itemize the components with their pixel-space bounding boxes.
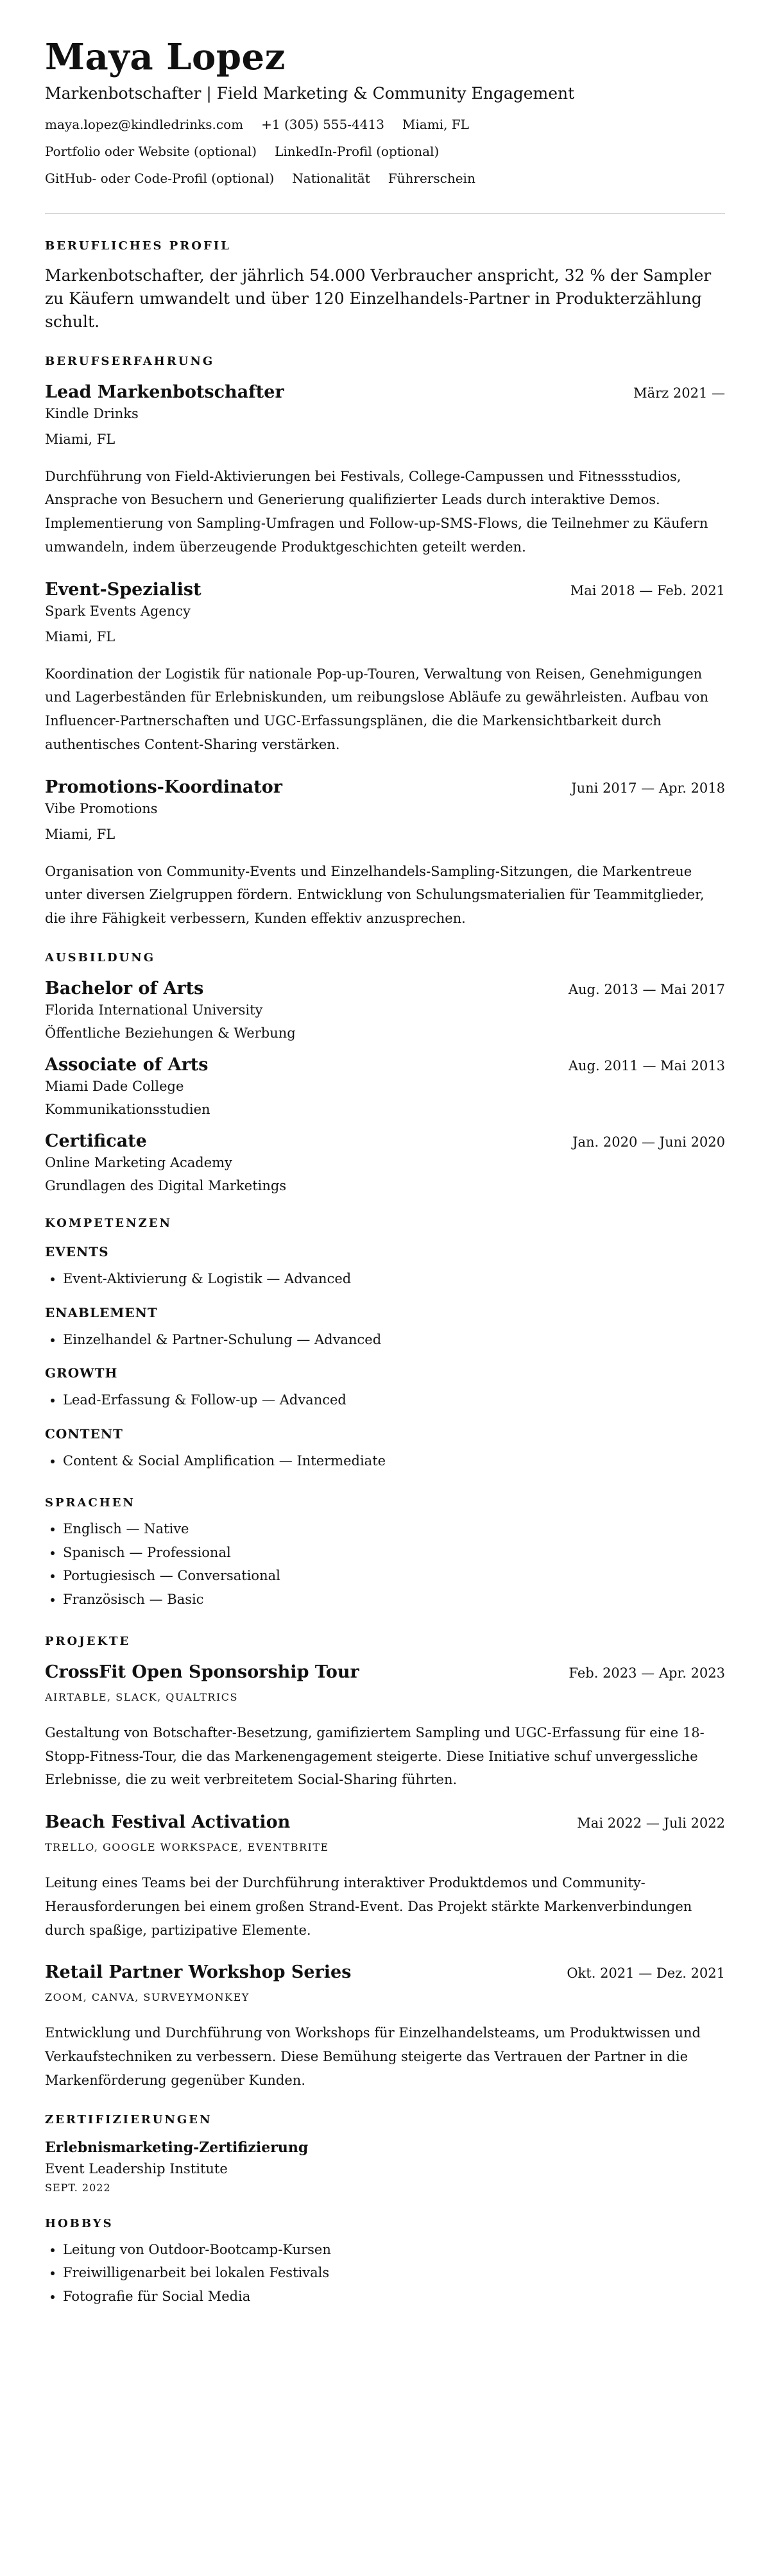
project-item: [45, 1962, 725, 2092]
location: Miami, FL: [402, 116, 469, 132]
education-dates: Aug. 2013 — Mai 2017: [568, 981, 725, 997]
company-name: Kindle Drinks: [45, 405, 139, 421]
field-of-study: Grundlagen des Digital Marketings: [45, 1177, 287, 1193]
job-dates: März 2021 —: [633, 385, 725, 401]
language-item: • Englisch — Native: [63, 1517, 725, 1541]
language-item: • Französisch — Basic: [63, 1588, 725, 1612]
skill-item: • Lead-Erfassung & Follow-up — Advanced: [63, 1388, 725, 1412]
job-location: Miami, FL: [45, 826, 116, 842]
nationality: Nationalität: [292, 170, 370, 186]
skills-section: [45, 1216, 725, 1473]
degree-title: Associate of Arts: [45, 1054, 209, 1075]
job-dates: Mai 2018 — Feb. 2021: [570, 582, 725, 598]
job-description: Durchführung von Field-Aktivierungen bei Festivals, College-Campussen und Fitnessstudios, Ansprache von Besuchern und Generierung qualifizierter Leads durch interaktive Demos. Implementierung von Sampling-Umfragen und Follow-up-SMS-Flows, die Teilnehmer zu Käufern umwandeln, indem überzeugende Produktgeschichten geteilt werden.: [45, 468, 708, 555]
job-location: Miami, FL: [45, 628, 116, 644]
project-name: CrossFit Open Sponsorship Tour: [45, 1662, 359, 1682]
certification-item: [45, 2139, 725, 2194]
skill-item: • Content & Social Amplification — Intermediate: [63, 1449, 725, 1473]
projects-section: [45, 1635, 725, 2092]
degree-title: Certificate: [45, 1131, 147, 1151]
header-divider: [45, 213, 725, 214]
section-title-hobbies: HOBBYS: [45, 2216, 114, 2230]
section-title-skills: KOMPETENZEN: [45, 1216, 172, 1230]
company-name: Vibe Promotions: [45, 800, 158, 816]
section-title-projects: PROJEKTE: [45, 1634, 131, 1648]
skill-list: [45, 1328, 725, 1352]
project-tools: TRELLO, GOOGLE WORKSPACE, EVENTBRITE: [45, 1841, 329, 1854]
hobby-item: • Fotografie für Social Media: [63, 2285, 725, 2309]
certification-date: SEPT. 2022: [45, 2181, 111, 2194]
project-description: Gestaltung von Botschafter-Besetzung, gamifiziertem Sampling und UGC-Erfassung für eine 18-Stopp-Fitness-Tour, die das Markenengagement steigerte. Diese Initiative schuf unvergessliche Erlebnisse, die zu weit verbreitetem Social-Sharing führten.: [45, 1724, 705, 1788]
phone-number: +1 (305) 555-4413: [261, 116, 384, 132]
job-title: Lead Markenbotschafter: [45, 382, 284, 402]
job-dates: Juni 2017 — Apr. 2018: [571, 780, 725, 796]
language-list: [45, 1517, 725, 1612]
experience-section: [45, 355, 725, 930]
certification-name: Erlebnismarketing-Zertifizierung: [45, 2139, 309, 2156]
project-name: Retail Partner Workshop Series: [45, 1962, 352, 1983]
certification-issuer: Event Leadership Institute: [45, 2160, 228, 2176]
contact-row-primary: [45, 117, 725, 132]
skill-category: CONTENT: [45, 1426, 123, 1442]
company-name: Spark Events Agency: [45, 603, 191, 619]
candidate-name: Maya Lopez: [45, 36, 286, 78]
drivers-license: Führerschein: [388, 170, 475, 186]
skill-list: [45, 1388, 725, 1412]
field-of-study: Kommunikationsstudien: [45, 1101, 210, 1117]
school-name: Florida International University: [45, 1002, 263, 1018]
skill-list: [45, 1449, 725, 1473]
skill-category: GROWTH: [45, 1365, 118, 1381]
resume-header: [45, 38, 725, 186]
job-title: Promotions-Koordinator: [45, 777, 282, 797]
email-link[interactable]: maya.lopez@kindledrinks.com: [45, 116, 244, 132]
hobbies-section: [45, 2217, 725, 2309]
project-dates: Feb. 2023 — Apr. 2023: [569, 1665, 725, 1681]
skill-category: EVENTS: [45, 1243, 109, 1259]
experience-item: [45, 777, 725, 930]
skill-list: [45, 1267, 725, 1291]
section-title-experience: BERUFSERFAHRUNG: [45, 354, 215, 368]
project-dates: Okt. 2021 — Dez. 2021: [567, 1966, 725, 1982]
headline: Markenbotschafter | Field Marketing & Community Engagement: [45, 83, 575, 103]
section-title-certifications: ZERTIFIZIERUNGEN: [45, 2112, 212, 2126]
education-dates: Jan. 2020 — Juni 2020: [572, 1134, 725, 1150]
project-description: Leitung eines Teams bei der Durchführung interaktiver Produktdemos und Community-Herausforderungen bei einem großen Strand-Event. Das Projekt stärkte Markenverbindungen durch spaßige, partizipative Elemente.: [45, 1875, 692, 1938]
project-name: Beach Festival Activation: [45, 1812, 291, 1833]
language-item: • Spanisch — Professional: [63, 1541, 725, 1565]
job-title: Event-Spezialist: [45, 579, 201, 600]
contact-row-links: [45, 144, 725, 159]
languages-section: [45, 1496, 725, 1612]
experience-item: [45, 580, 725, 757]
hobby-list: [45, 2238, 725, 2309]
profile-summary: Markenbotschafter, der jährlich 54.000 Verbraucher anspricht, 32 % der Sampler zu Käufern umwandelt und über 120 Einzelhandels-Partner in Produkterzählung schult.: [45, 265, 712, 332]
project-tools: AIRTABLE, SLACK, QUALTRICS: [45, 1690, 238, 1703]
skill-item: • Einzelhandel & Partner-Schulung — Advanced: [63, 1328, 725, 1352]
project-tools: ZOOM, CANVA, SURVEYMONKEY: [45, 1991, 250, 2004]
education-section: [45, 951, 725, 1193]
education-item: [45, 1055, 725, 1117]
section-title-education: AUSBILDUNG: [45, 950, 156, 964]
field-of-study: Öffentliche Beziehungen & Werbung: [45, 1025, 296, 1041]
skill-item: • Event-Aktivierung & Logistik — Advanced: [63, 1267, 725, 1291]
linkedin-link[interactable]: LinkedIn-Profil (optional): [275, 143, 440, 159]
skill-category: ENABLEMENT: [45, 1304, 158, 1320]
experience-item: [45, 382, 725, 559]
contact-row-extra: [45, 171, 725, 186]
education-dates: Aug. 2011 — Mai 2013: [568, 1057, 725, 1073]
job-location: Miami, FL: [45, 431, 116, 447]
certifications-section: [45, 2113, 725, 2194]
project-description: Entwicklung und Durchführung von Workshops für Einzelhandelsteams, um Produktwissen und Verkaufstechniken zu verbessern. Diese Bemühung steigerte das Vertrauen der Partner in die Markenförderung gegenüber Kunden.: [45, 2025, 701, 2088]
hobby-item: • Leitung von Outdoor-Bootcamp-Kursen: [63, 2238, 725, 2262]
school-name: Online Marketing Academy: [45, 1154, 232, 1170]
portfolio-link[interactable]: Portfolio oder Website (optional): [45, 143, 257, 159]
section-title-languages: SPRACHEN: [45, 1495, 135, 1510]
school-name: Miami Dade College: [45, 1078, 184, 1094]
education-item: [45, 1131, 725, 1193]
profile-section: [45, 239, 725, 334]
github-link[interactable]: GitHub- oder Code-Profil (optional): [45, 170, 275, 186]
job-description: Organisation von Community-Events und Einzelhandels-Sampling-Sitzungen, die Markentreue unter diversen Zielgruppen fördern. Entwicklung von Schulungsmaterialien für Teammitglieder, die ihre Fähigkeit verbessern, Kunden effektiv anzusprechen.: [45, 863, 705, 927]
language-item: • Portugiesisch — Conversational: [63, 1564, 725, 1588]
education-item: [45, 979, 725, 1041]
hobby-item: • Freiwilligenarbeit bei lokalen Festivals: [63, 2261, 725, 2285]
section-title-profile: BERUFLICHES PROFIL: [45, 239, 231, 253]
job-description: Koordination der Logistik für nationale Pop-up-Touren, Verwaltung von Reisen, Genehmigungen und Lagerbeständen für Erlebniskunden, um reibungslose Abläufe zu gewährleisten. Aufbau von Influencer-Partnerschaften und UGC-Erfassungsplänen, die die Markensichtbarkeit durch authentisches Content-Sharing verstärken.: [45, 666, 708, 752]
project-item: [45, 1812, 725, 1942]
project-dates: Mai 2022 — Juli 2022: [577, 1815, 725, 1831]
degree-title: Bachelor of Arts: [45, 978, 204, 998]
project-item: [45, 1662, 725, 1792]
